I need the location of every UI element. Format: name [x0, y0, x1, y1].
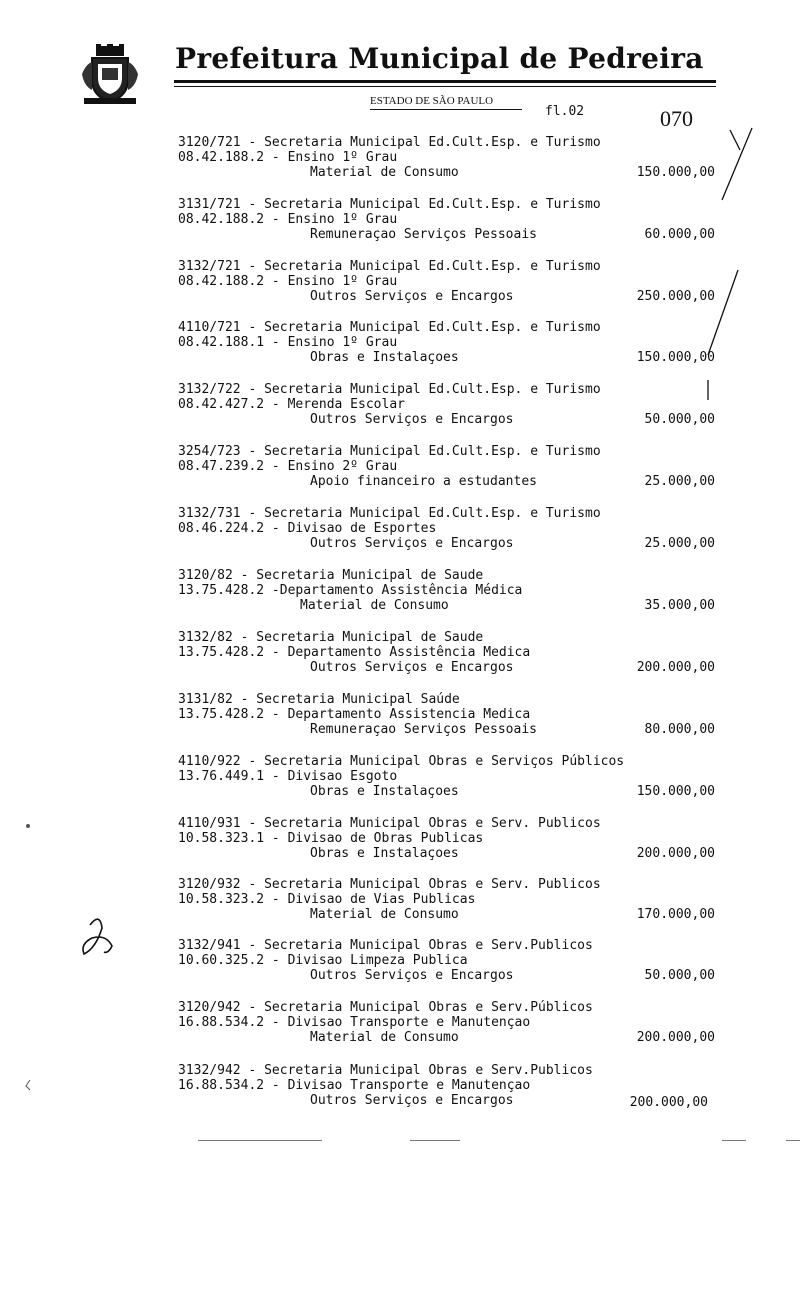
municipal-crest-icon [80, 44, 140, 106]
entry-account-line: 3120/932 - Secretaria Municipal Obras e Serv. Publicos [178, 877, 601, 892]
state-subtitle: ESTADO DE SÃO PAULO [370, 95, 494, 107]
entry-description: Outros Serviços e Encargos [310, 1093, 514, 1108]
entry-account-line: 4110/922 - Secretaria Municipal Obras e Serviços Públicos [178, 754, 625, 769]
budget-entry [0, 444, 800, 492]
entry-account-line: 3132/941 - Secretaria Municipal Obras e Serv.Publicos [178, 938, 593, 953]
entry-program-line: 08.42.427.2 - Merenda Escolar [178, 397, 405, 412]
folio-number: fl.02 [545, 104, 585, 119]
entry-description: Outros Serviços e Encargos [310, 536, 514, 551]
budget-entry [0, 692, 800, 740]
budget-entry [0, 568, 800, 616]
entry-account-line: 3132/942 - Secretaria Municipal Obras e Serv.Publicos [178, 1063, 593, 1078]
bottom-rule [198, 1140, 322, 1141]
entry-amount: 200.000,00 [636, 1030, 715, 1045]
title-rule-thin [174, 86, 716, 87]
budget-entry [0, 382, 800, 430]
entry-description: Apoio financeiro a estudantes [310, 474, 537, 489]
entry-account-line: 3120/82 - Secretaria Municipal de Saude [178, 568, 484, 583]
entry-amount: 50.000,00 [644, 412, 715, 427]
entry-description: Outros Serviços e Encargos [310, 289, 514, 304]
bottom-rule [722, 1140, 746, 1141]
entry-program-line: 13.76.449.1 - Divisao Esgoto [178, 769, 398, 784]
budget-entry [0, 816, 800, 864]
entry-description: Obras e Instalaçoes [310, 784, 459, 799]
entry-description: Outros Serviços e Encargos [310, 412, 514, 427]
stamp-number: 070 [660, 106, 693, 131]
entry-amount: 80.000,00 [644, 722, 715, 737]
budget-entry [0, 1000, 800, 1048]
entry-program-line: 10.58.323.2 - Divisao de Vias Publicas [178, 892, 476, 907]
entry-account-line: 3132/82 - Secretaria Municipal de Saude [178, 630, 484, 645]
entry-amount: 60.000,00 [644, 227, 715, 242]
budget-entry [0, 754, 800, 802]
budget-entry [0, 1063, 800, 1111]
page-title: Prefeitura Municipal de Pedreira [175, 42, 704, 75]
entry-amount: 200.000,00 [636, 846, 715, 861]
entry-program-line: 08.42.188.1 - Ensino 1º Grau [178, 335, 398, 350]
budget-entry [0, 320, 800, 368]
entry-account-line: 4110/931 - Secretaria Municipal Obras e Serv. Publicos [178, 816, 601, 831]
entry-program-line: 13.75.428.2 - Departamento Assistencia Medica [178, 707, 531, 722]
entry-account-line: 3132/722 - Secretaria Municipal Ed.Cult.Esp. e Turismo [178, 382, 601, 397]
entry-description: Remuneraçao Serviços Pessoais [310, 227, 537, 242]
bottom-rule [410, 1140, 460, 1141]
title-rule [174, 80, 716, 83]
entry-amount: 150.000,00 [636, 784, 715, 799]
entry-amount: 250.000,00 [636, 289, 715, 304]
entry-amount: 35.000,00 [644, 598, 715, 613]
budget-entry [0, 506, 800, 554]
bottom-rule [786, 1140, 800, 1141]
entry-description: Outros Serviços e Encargos [310, 660, 514, 675]
entry-amount: 200.000,00 [629, 1095, 708, 1110]
entry-description: Material de Consumo [310, 907, 459, 922]
entry-program-line: 10.58.323.1 - Divisao de Obras Publicas [178, 831, 484, 846]
budget-entry [0, 877, 800, 925]
entry-program-line: 10.60.325.2 - Divisao Limpeza Publica [178, 953, 468, 968]
entry-amount: 25.000,00 [644, 536, 715, 551]
entry-program-line: 08.42.188.2 - Ensino 1º Grau [178, 274, 398, 289]
entry-amount: 150.000,00 [636, 165, 715, 180]
entry-program-line: 08.47.239.2 - Ensino 2º Grau [178, 459, 398, 474]
budget-entry [0, 259, 800, 307]
entry-account-line: 3131/721 - Secretaria Municipal Ed.Cult.Esp. e Turismo [178, 197, 601, 212]
entry-amount: 200.000,00 [636, 660, 715, 675]
entry-amount: 170.000,00 [636, 907, 715, 922]
entry-amount: 50.000,00 [644, 968, 715, 983]
entry-account-line: 3132/721 - Secretaria Municipal Ed.Cult.Esp. e Turismo [178, 259, 601, 274]
entry-program-line: 16.88.534.2 - Divisao Transporte e Manutençao [178, 1078, 531, 1093]
state-underline [370, 109, 522, 110]
entry-description: Material de Consumo [300, 598, 449, 613]
entry-account-line: 3132/731 - Secretaria Municipal Ed.Cult.Esp. e Turismo [178, 506, 601, 521]
entry-program-line: 13.75.428.2 -Departamento Assistência Médica [178, 583, 523, 598]
entry-program-line: 13.75.428.2 - Departamento Assistência Medica [178, 645, 531, 660]
entry-program-line: 08.46.224.2 - Divisao de Esportes [178, 521, 437, 536]
entry-account-line: 3254/723 - Secretaria Municipal Ed.Cult.Esp. e Turismo [178, 444, 601, 459]
entry-description: Material de Consumo [310, 1030, 459, 1045]
budget-entry [0, 197, 800, 245]
entry-account-line: 3131/82 - Secretaria Municipal Saúde [178, 692, 460, 707]
entry-description: Material de Consumo [310, 165, 459, 180]
entry-account-line: 4110/721 - Secretaria Municipal Ed.Cult.Esp. e Turismo [178, 320, 601, 335]
budget-entry [0, 630, 800, 678]
entry-program-line: 16.88.534.2 - Divisao Transporte e Manutençao [178, 1015, 531, 1030]
entry-account-line: 3120/942 - Secretaria Municipal Obras e Serv.Públicos [178, 1000, 593, 1015]
entry-description: Outros Serviços e Encargos [310, 968, 514, 983]
entry-amount: 25.000,00 [644, 474, 715, 489]
entry-description: Obras e Instalaçoes [310, 350, 459, 365]
entry-program-line: 08.42.188.2 - Ensino 1º Grau [178, 150, 398, 165]
entry-description: Obras e Instalaçoes [310, 846, 459, 861]
entry-program-line: 08.42.188.2 - Ensino 1º Grau [178, 212, 398, 227]
entry-account-line: 3120/721 - Secretaria Municipal Ed.Cult.Esp. e Turismo [178, 135, 601, 150]
entry-amount: 150.000,00 [636, 350, 715, 365]
budget-entry [0, 938, 800, 986]
entry-description: Remuneraçao Serviços Pessoais [310, 722, 537, 737]
budget-entry [0, 135, 800, 183]
